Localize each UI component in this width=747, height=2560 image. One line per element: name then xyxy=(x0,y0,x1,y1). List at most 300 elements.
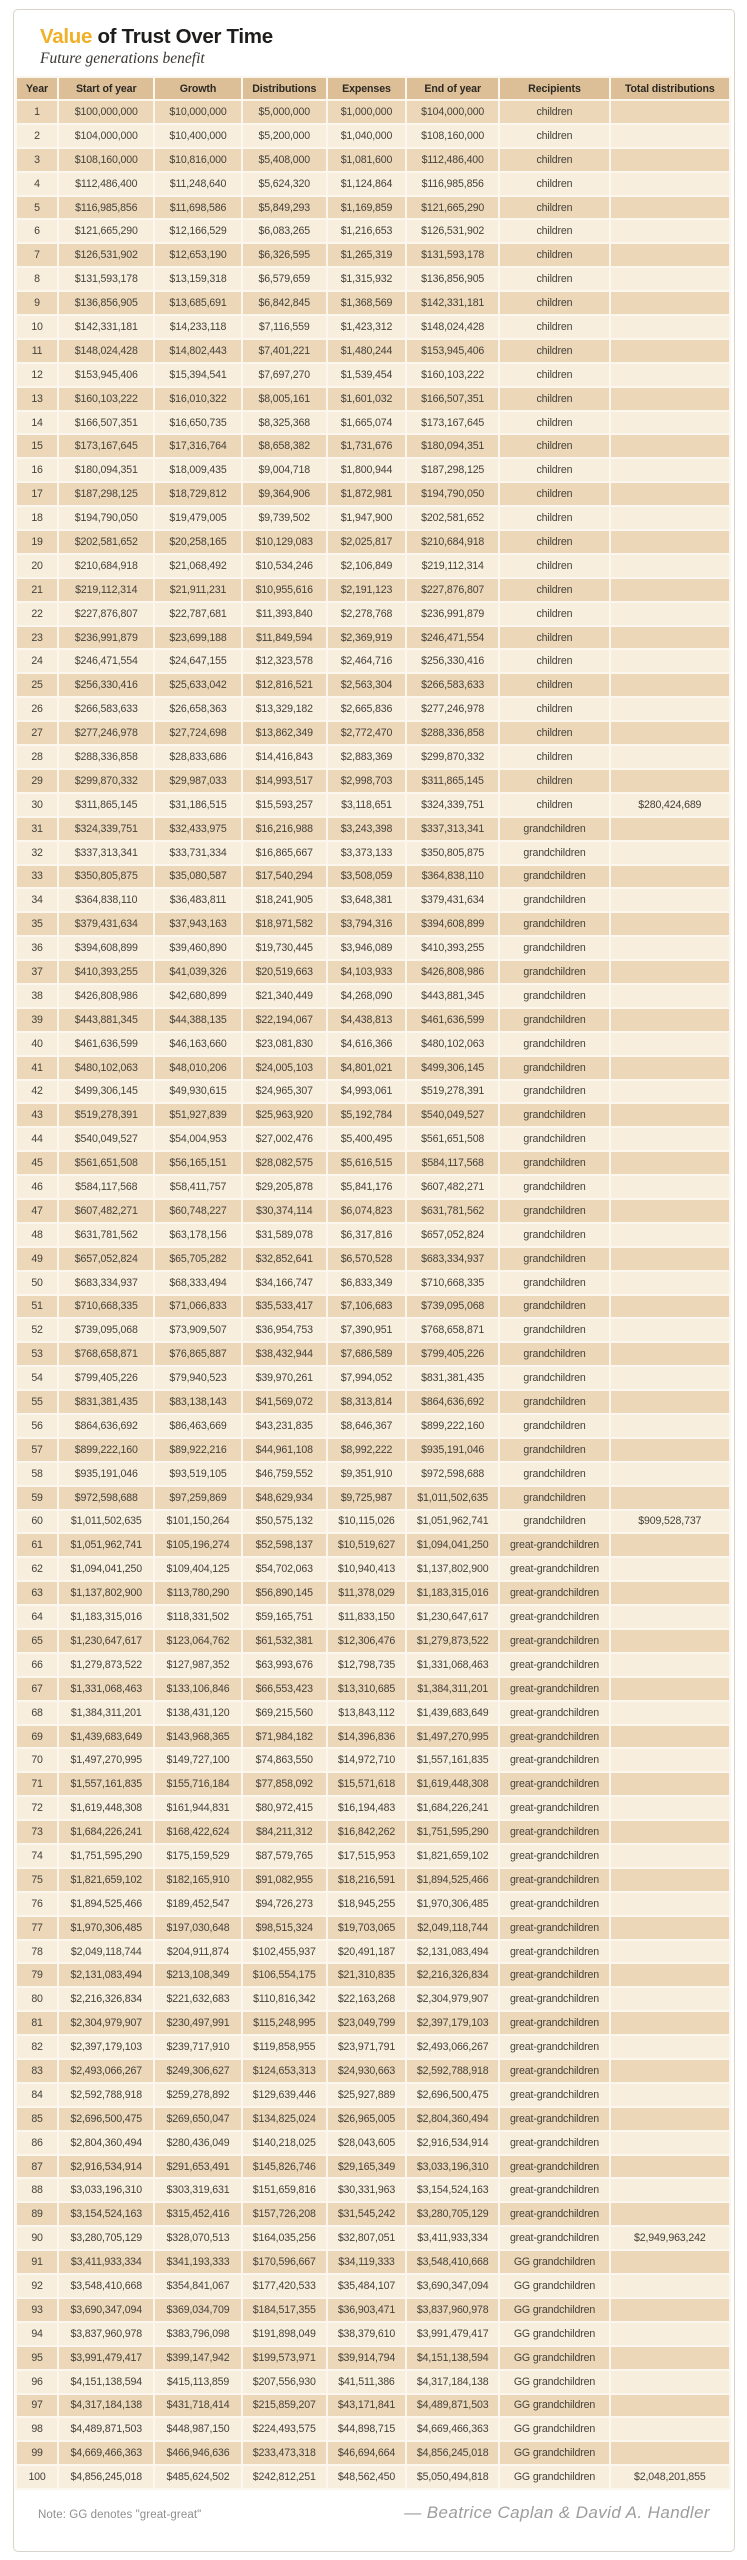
start-of-year-cell: $739,095,068 xyxy=(59,1319,153,1341)
table-row xyxy=(17,1845,729,1867)
table-row xyxy=(17,1558,729,1580)
distributions-cell: $54,702,063 xyxy=(243,1558,326,1580)
recipients-cell: grandchildren xyxy=(500,1511,608,1533)
growth-cell: $138,431,120 xyxy=(155,1702,240,1724)
total-distributions-cell xyxy=(611,1343,729,1365)
distributions-cell: $119,858,955 xyxy=(243,2036,326,2058)
end-of-year-cell: $5,050,494,818 xyxy=(407,2466,498,2488)
distributions-cell: $124,653,313 xyxy=(243,2060,326,2082)
table-row xyxy=(17,531,729,553)
recipients-cell: children xyxy=(500,794,608,816)
growth-cell: $10,816,000 xyxy=(155,149,240,171)
recipients-cell: children xyxy=(500,292,608,314)
total-distributions-cell xyxy=(611,866,729,888)
distributions-cell: $46,759,552 xyxy=(243,1463,326,1485)
table-row xyxy=(17,913,729,935)
year-cell: 96 xyxy=(17,2371,57,2393)
start-of-year-cell: $1,497,270,995 xyxy=(59,1749,153,1771)
distributions-cell: $134,825,024 xyxy=(243,2108,326,2130)
growth-cell: $448,987,150 xyxy=(155,2418,240,2440)
distributions-cell: $21,340,449 xyxy=(243,985,326,1007)
end-of-year-cell: $739,095,068 xyxy=(407,1296,498,1318)
end-of-year-cell: $4,317,184,138 xyxy=(407,2371,498,2393)
end-of-year-cell: $443,881,345 xyxy=(407,985,498,1007)
start-of-year-cell: $100,000,000 xyxy=(59,101,153,123)
growth-cell: $168,422,624 xyxy=(155,1821,240,1843)
table-row xyxy=(17,1057,729,1079)
year-cell: 67 xyxy=(17,1678,57,1700)
total-distributions-cell xyxy=(611,1893,729,1915)
total-distributions-cell xyxy=(611,1057,729,1079)
total-distributions-cell xyxy=(611,2395,729,2417)
end-of-year-cell: $202,581,652 xyxy=(407,507,498,529)
year-cell: 8 xyxy=(17,268,57,290)
growth-cell: $221,632,683 xyxy=(155,1988,240,2010)
distributions-cell: $8,005,161 xyxy=(243,388,326,410)
growth-cell: $73,909,507 xyxy=(155,1319,240,1341)
recipients-cell: children xyxy=(500,698,608,720)
year-cell: 19 xyxy=(17,531,57,553)
growth-cell: $44,388,135 xyxy=(155,1009,240,1031)
growth-cell: $143,968,365 xyxy=(155,1726,240,1748)
expenses-cell: $48,562,450 xyxy=(328,2466,405,2488)
distributions-cell: $11,393,840 xyxy=(243,603,326,625)
end-of-year-cell: $394,608,899 xyxy=(407,913,498,935)
growth-cell: $204,911,874 xyxy=(155,1941,240,1963)
expenses-cell: $43,171,841 xyxy=(328,2395,405,2417)
recipients-cell: children xyxy=(500,603,608,625)
end-of-year-cell: $1,051,962,741 xyxy=(407,1511,498,1533)
start-of-year-cell: $864,636,692 xyxy=(59,1415,153,1437)
start-of-year-cell: $3,837,960,978 xyxy=(59,2323,153,2345)
end-of-year-cell: $1,684,226,241 xyxy=(407,1797,498,1819)
table-row xyxy=(17,197,729,219)
year-cell: 61 xyxy=(17,1534,57,1556)
year-cell: 12 xyxy=(17,364,57,386)
start-of-year-cell: $219,112,314 xyxy=(59,579,153,601)
expenses-cell: $2,998,703 xyxy=(328,770,405,792)
growth-cell: $13,685,691 xyxy=(155,292,240,314)
distributions-cell: $48,629,934 xyxy=(243,1487,326,1509)
table-row xyxy=(17,292,729,314)
start-of-year-cell: $108,160,000 xyxy=(59,149,153,171)
table-row xyxy=(17,220,729,242)
start-of-year-cell: $426,808,986 xyxy=(59,985,153,1007)
year-cell: 45 xyxy=(17,1152,57,1174)
start-of-year-cell: $1,051,962,741 xyxy=(59,1534,153,1556)
end-of-year-cell: $2,493,066,267 xyxy=(407,2036,498,2058)
recipients-cell: children xyxy=(500,101,608,123)
start-of-year-cell: $1,619,448,308 xyxy=(59,1797,153,1819)
total-distributions-cell xyxy=(611,1821,729,1843)
expenses-cell: $1,265,319 xyxy=(328,244,405,266)
growth-cell: $27,724,698 xyxy=(155,722,240,744)
growth-cell: $58,411,757 xyxy=(155,1176,240,1198)
total-distributions-cell xyxy=(611,2251,729,2273)
start-of-year-cell: $972,598,688 xyxy=(59,1487,153,1509)
recipients-cell: children xyxy=(500,435,608,457)
distributions-cell: $10,534,246 xyxy=(243,555,326,577)
growth-cell: $46,163,660 xyxy=(155,1033,240,1055)
end-of-year-cell: $160,103,222 xyxy=(407,364,498,386)
expenses-cell: $1,368,569 xyxy=(328,292,405,314)
recipients-cell: grandchildren xyxy=(500,818,608,840)
total-distributions-cell xyxy=(611,2203,729,2225)
start-of-year-cell: $173,167,645 xyxy=(59,435,153,457)
year-cell: 84 xyxy=(17,2084,57,2106)
table-row xyxy=(17,1391,729,1413)
end-of-year-cell: $173,167,645 xyxy=(407,412,498,434)
recipients-cell: children xyxy=(500,125,608,147)
distributions-cell: $17,540,294 xyxy=(243,866,326,888)
distributions-cell: $19,730,445 xyxy=(243,937,326,959)
start-of-year-cell: $2,304,979,907 xyxy=(59,2012,153,2034)
total-distributions-cell xyxy=(611,388,729,410)
growth-cell: $35,080,587 xyxy=(155,866,240,888)
table-row xyxy=(17,173,729,195)
recipients-cell: children xyxy=(500,459,608,481)
table-row xyxy=(17,1415,729,1437)
year-cell: 22 xyxy=(17,603,57,625)
growth-cell: $24,647,155 xyxy=(155,650,240,672)
total-distributions-cell: $280,424,689 xyxy=(611,794,729,816)
table-row xyxy=(17,1248,729,1270)
year-cell: 29 xyxy=(17,770,57,792)
recipients-cell: grandchildren xyxy=(500,1343,608,1365)
recipients-cell: children xyxy=(500,507,608,529)
table-row xyxy=(17,1224,729,1246)
page-title-highlight: Value xyxy=(40,25,93,48)
total-distributions-cell xyxy=(611,1415,729,1437)
start-of-year-cell: $2,493,066,267 xyxy=(59,2060,153,2082)
table-row xyxy=(17,2299,729,2321)
year-cell: 68 xyxy=(17,1702,57,1724)
expenses-cell: $1,800,944 xyxy=(328,459,405,481)
end-of-year-cell: $104,000,000 xyxy=(407,101,498,123)
growth-cell: $51,927,839 xyxy=(155,1104,240,1126)
recipients-cell: grandchildren xyxy=(500,1057,608,1079)
table-row xyxy=(17,818,729,840)
total-distributions-cell xyxy=(611,2418,729,2440)
start-of-year-cell: $1,094,041,250 xyxy=(59,1558,153,1580)
year-cell: 7 xyxy=(17,244,57,266)
end-of-year-cell: $148,024,428 xyxy=(407,316,498,338)
total-distributions-cell xyxy=(611,555,729,577)
distributions-cell: $28,082,575 xyxy=(243,1152,326,1174)
distributions-cell: $87,579,765 xyxy=(243,1845,326,1867)
recipients-cell: GG grandchildren xyxy=(500,2275,608,2297)
year-cell: 30 xyxy=(17,794,57,816)
recipients-cell: great-grandchildren xyxy=(500,1606,608,1628)
end-of-year-cell: $219,112,314 xyxy=(407,555,498,577)
table-row xyxy=(17,1534,729,1556)
recipients-cell: great-grandchildren xyxy=(500,2156,608,2178)
year-cell: 83 xyxy=(17,2060,57,2082)
expenses-cell: $23,049,799 xyxy=(328,2012,405,2034)
growth-cell: $11,698,586 xyxy=(155,197,240,219)
total-distributions-cell xyxy=(611,1606,729,1628)
year-cell: 79 xyxy=(17,1964,57,1986)
distributions-cell: $25,963,920 xyxy=(243,1104,326,1126)
expenses-cell: $39,914,794 xyxy=(328,2347,405,2369)
end-of-year-cell: $3,280,705,129 xyxy=(407,2203,498,2225)
end-of-year-cell: $4,489,871,503 xyxy=(407,2395,498,2417)
total-distributions-cell xyxy=(611,1797,729,1819)
table-row xyxy=(17,627,729,649)
expenses-cell: $2,025,817 xyxy=(328,531,405,553)
year-cell: 60 xyxy=(17,1511,57,1533)
growth-cell: $17,316,764 xyxy=(155,435,240,457)
end-of-year-cell: $631,781,562 xyxy=(407,1200,498,1222)
year-cell: 98 xyxy=(17,2418,57,2440)
end-of-year-cell: $3,991,479,417 xyxy=(407,2323,498,2345)
distributions-cell: $66,553,423 xyxy=(243,1678,326,1700)
start-of-year-cell: $160,103,222 xyxy=(59,388,153,410)
start-of-year-cell: $2,216,326,834 xyxy=(59,1988,153,2010)
year-cell: 87 xyxy=(17,2156,57,2178)
column-header-start-of-year: Start of year xyxy=(59,78,153,99)
end-of-year-cell: $2,049,118,744 xyxy=(407,1917,498,1939)
expenses-cell: $4,993,061 xyxy=(328,1081,405,1103)
total-distributions-cell xyxy=(611,2036,729,2058)
total-distributions-cell xyxy=(611,603,729,625)
end-of-year-cell: $3,411,933,334 xyxy=(407,2227,498,2249)
table-row xyxy=(17,1439,729,1461)
total-distributions-cell xyxy=(611,985,729,1007)
recipients-cell: great-grandchildren xyxy=(500,1869,608,1891)
recipients-cell: children xyxy=(500,579,608,601)
year-cell: 51 xyxy=(17,1296,57,1318)
recipients-cell: GG grandchildren xyxy=(500,2442,608,2464)
end-of-year-cell: $1,557,161,835 xyxy=(407,1749,498,1771)
total-distributions-cell xyxy=(611,1941,729,1963)
start-of-year-cell: $1,183,315,016 xyxy=(59,1606,153,1628)
table-row xyxy=(17,937,729,959)
distributions-cell: $41,569,072 xyxy=(243,1391,326,1413)
end-of-year-cell: $1,894,525,466 xyxy=(407,1869,498,1891)
total-distributions-cell xyxy=(611,2084,729,2106)
end-of-year-cell: $1,821,659,102 xyxy=(407,1845,498,1867)
end-of-year-cell: $1,497,270,995 xyxy=(407,1726,498,1748)
table-row xyxy=(17,2084,729,2106)
expenses-cell: $3,373,133 xyxy=(328,842,405,864)
start-of-year-cell: $350,805,875 xyxy=(59,866,153,888)
end-of-year-cell: $3,548,410,668 xyxy=(407,2251,498,2273)
distributions-cell: $5,408,000 xyxy=(243,149,326,171)
recipients-cell: grandchildren xyxy=(500,1248,608,1270)
growth-cell: $71,066,833 xyxy=(155,1296,240,1318)
growth-cell: $60,748,227 xyxy=(155,1200,240,1222)
table-row xyxy=(17,1964,729,1986)
start-of-year-cell: $187,298,125 xyxy=(59,483,153,505)
recipients-cell: grandchildren xyxy=(500,1033,608,1055)
total-distributions-cell xyxy=(611,268,729,290)
distributions-cell: $61,532,381 xyxy=(243,1630,326,1652)
table-row xyxy=(17,2323,729,2345)
end-of-year-cell: $1,970,306,485 xyxy=(407,1893,498,1915)
end-of-year-cell: $112,486,400 xyxy=(407,149,498,171)
start-of-year-cell: $607,482,271 xyxy=(59,1200,153,1222)
start-of-year-cell: $126,531,902 xyxy=(59,244,153,266)
growth-cell: $431,718,414 xyxy=(155,2395,240,2417)
start-of-year-cell: $2,804,360,494 xyxy=(59,2132,153,2154)
growth-cell: $20,258,165 xyxy=(155,531,240,553)
expenses-cell: $1,601,032 xyxy=(328,388,405,410)
growth-cell: $18,729,812 xyxy=(155,483,240,505)
table-row xyxy=(17,866,729,888)
recipients-cell: children xyxy=(500,531,608,553)
year-cell: 94 xyxy=(17,2323,57,2345)
year-cell: 32 xyxy=(17,842,57,864)
year-cell: 56 xyxy=(17,1415,57,1437)
recipients-cell: great-grandchildren xyxy=(500,2227,608,2249)
growth-cell: $230,497,991 xyxy=(155,2012,240,2034)
start-of-year-cell: $148,024,428 xyxy=(59,340,153,362)
distributions-cell: $215,859,207 xyxy=(243,2395,326,2417)
growth-cell: $10,000,000 xyxy=(155,101,240,123)
recipients-cell: great-grandchildren xyxy=(500,1534,608,1556)
distributions-cell: $38,432,944 xyxy=(243,1343,326,1365)
table-row xyxy=(17,1893,729,1915)
growth-cell: $383,796,098 xyxy=(155,2323,240,2345)
year-cell: 33 xyxy=(17,866,57,888)
total-distributions-cell xyxy=(611,1749,729,1771)
table-row xyxy=(17,483,729,505)
recipients-cell: great-grandchildren xyxy=(500,1797,608,1819)
growth-cell: $63,178,156 xyxy=(155,1224,240,1246)
growth-cell: $21,068,492 xyxy=(155,555,240,577)
distributions-cell: $110,816,342 xyxy=(243,1988,326,2010)
total-distributions-cell xyxy=(611,2347,729,2369)
end-of-year-cell: $4,151,138,594 xyxy=(407,2347,498,2369)
year-cell: 1 xyxy=(17,101,57,123)
distributions-cell: $13,329,182 xyxy=(243,698,326,720)
expenses-cell: $41,511,386 xyxy=(328,2371,405,2393)
growth-cell: $155,716,184 xyxy=(155,1773,240,1795)
recipients-cell: children xyxy=(500,722,608,744)
expenses-cell: $8,646,367 xyxy=(328,1415,405,1437)
year-cell: 17 xyxy=(17,483,57,505)
table-row xyxy=(17,746,729,768)
end-of-year-cell: $710,668,335 xyxy=(407,1272,498,1294)
total-distributions-cell xyxy=(611,1702,729,1724)
total-distributions-cell xyxy=(611,650,729,672)
recipients-cell: children xyxy=(500,197,608,219)
recipients-cell: great-grandchildren xyxy=(500,1702,608,1724)
end-of-year-cell: $2,916,534,914 xyxy=(407,2132,498,2154)
expenses-cell: $10,940,413 xyxy=(328,1558,405,1580)
year-cell: 59 xyxy=(17,1487,57,1509)
start-of-year-cell: $519,278,391 xyxy=(59,1104,153,1126)
table-row xyxy=(17,1988,729,2010)
end-of-year-cell: $288,336,858 xyxy=(407,722,498,744)
recipients-cell: grandchildren xyxy=(500,985,608,1007)
table-row xyxy=(17,2371,729,2393)
recipients-cell: grandchildren xyxy=(500,866,608,888)
start-of-year-cell: $379,431,634 xyxy=(59,913,153,935)
start-of-year-cell: $461,636,599 xyxy=(59,1033,153,1055)
end-of-year-cell: $480,102,063 xyxy=(407,1033,498,1055)
end-of-year-cell: $2,304,979,907 xyxy=(407,1988,498,2010)
end-of-year-cell: $1,094,041,250 xyxy=(407,1534,498,1556)
recipients-cell: great-grandchildren xyxy=(500,2036,608,2058)
end-of-year-cell: $116,985,856 xyxy=(407,173,498,195)
recipients-cell: children xyxy=(500,746,608,768)
recipients-cell: GG grandchildren xyxy=(500,2418,608,2440)
distributions-cell: $16,216,988 xyxy=(243,818,326,840)
recipients-cell: children xyxy=(500,650,608,672)
expenses-cell: $11,378,029 xyxy=(328,1582,405,1604)
year-cell: 47 xyxy=(17,1200,57,1222)
year-cell: 26 xyxy=(17,698,57,720)
table-row xyxy=(17,2395,729,2417)
table-row xyxy=(17,2203,729,2225)
year-cell: 11 xyxy=(17,340,57,362)
end-of-year-cell: $1,619,448,308 xyxy=(407,1773,498,1795)
expenses-cell: $6,074,823 xyxy=(328,1200,405,1222)
growth-cell: $14,233,118 xyxy=(155,316,240,338)
start-of-year-cell: $142,331,181 xyxy=(59,316,153,338)
expenses-cell: $8,313,814 xyxy=(328,1391,405,1413)
total-distributions-cell xyxy=(611,435,729,457)
expenses-cell: $7,994,052 xyxy=(328,1367,405,1389)
expenses-cell: $2,106,849 xyxy=(328,555,405,577)
total-distributions-cell xyxy=(611,1367,729,1389)
year-cell: 100 xyxy=(17,2466,57,2488)
total-distributions-cell xyxy=(611,1224,729,1246)
growth-cell: $89,922,216 xyxy=(155,1439,240,1461)
table-row xyxy=(17,2347,729,2369)
growth-cell: $485,624,502 xyxy=(155,2466,240,2488)
recipients-cell: children xyxy=(500,555,608,577)
distributions-cell: $7,697,270 xyxy=(243,364,326,386)
year-cell: 10 xyxy=(17,316,57,338)
growth-cell: $291,653,491 xyxy=(155,2156,240,2178)
recipients-cell: children xyxy=(500,316,608,338)
distributions-cell: $15,593,257 xyxy=(243,794,326,816)
table-row xyxy=(17,1176,729,1198)
growth-cell: $56,165,151 xyxy=(155,1152,240,1174)
year-cell: 14 xyxy=(17,412,57,434)
distributions-cell: $52,598,137 xyxy=(243,1534,326,1556)
growth-cell: $54,004,953 xyxy=(155,1128,240,1150)
expenses-cell: $2,191,123 xyxy=(328,579,405,601)
end-of-year-cell: $3,837,960,978 xyxy=(407,2299,498,2321)
end-of-year-cell: $2,216,326,834 xyxy=(407,1964,498,1986)
growth-cell: $269,650,047 xyxy=(155,2108,240,2130)
year-cell: 81 xyxy=(17,2012,57,2034)
end-of-year-cell: $108,160,000 xyxy=(407,125,498,147)
start-of-year-cell: $443,881,345 xyxy=(59,1009,153,1031)
distributions-cell: $177,420,533 xyxy=(243,2275,326,2297)
year-cell: 86 xyxy=(17,2132,57,2154)
year-cell: 9 xyxy=(17,292,57,314)
recipients-cell: great-grandchildren xyxy=(500,1582,608,1604)
column-header-distributions: Distributions xyxy=(243,78,326,99)
distributions-cell: $74,863,550 xyxy=(243,1749,326,1771)
year-cell: 64 xyxy=(17,1606,57,1628)
distributions-cell: $102,455,937 xyxy=(243,1941,326,1963)
start-of-year-cell: $2,049,118,744 xyxy=(59,1941,153,1963)
total-distributions-cell xyxy=(611,1319,729,1341)
recipients-cell: great-grandchildren xyxy=(500,2012,608,2034)
year-cell: 28 xyxy=(17,746,57,768)
end-of-year-cell: $1,279,873,522 xyxy=(407,1630,498,1652)
end-of-year-cell: $246,471,554 xyxy=(407,627,498,649)
start-of-year-cell: $311,865,145 xyxy=(59,794,153,816)
start-of-year-cell: $1,821,659,102 xyxy=(59,1869,153,1891)
end-of-year-cell: $1,183,315,016 xyxy=(407,1582,498,1604)
